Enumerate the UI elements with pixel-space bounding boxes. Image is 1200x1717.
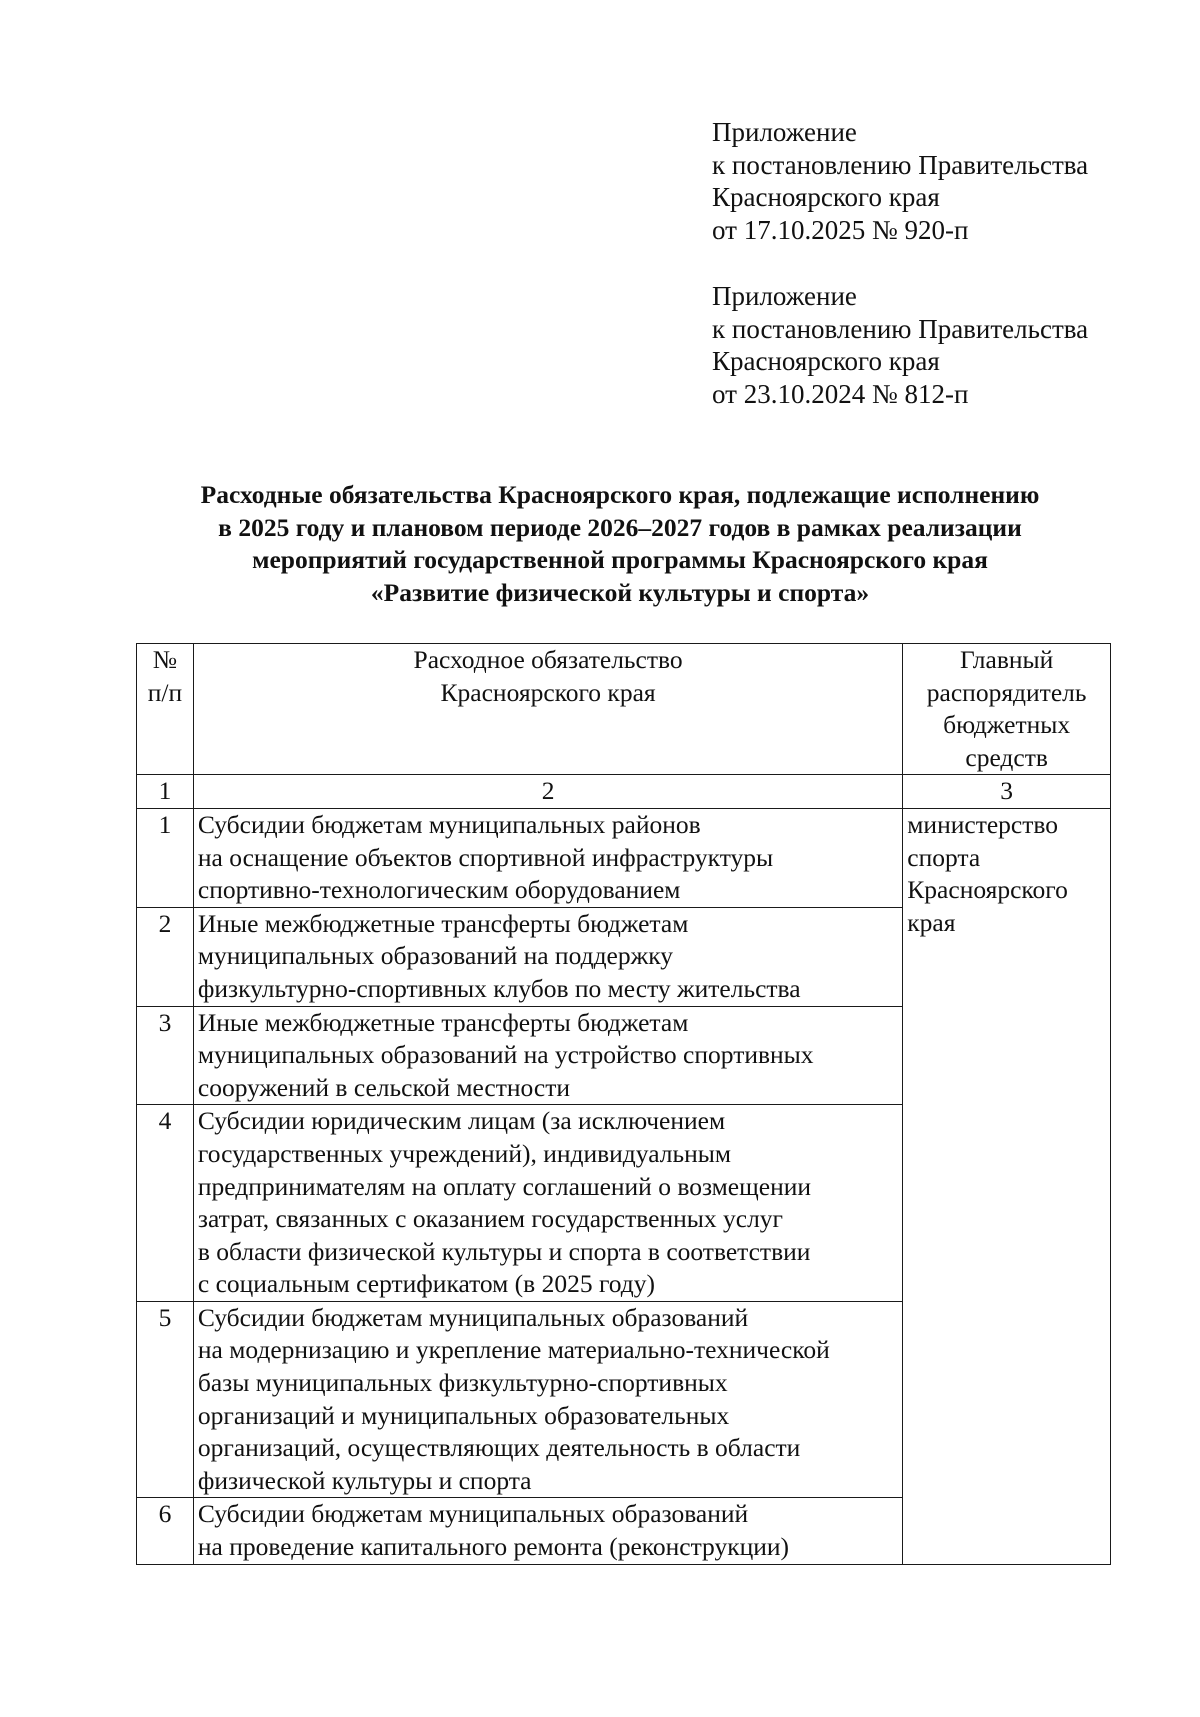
column-index: 2 bbox=[193, 775, 902, 809]
obligation-line: затрат, связанных с оказанием государственных услуг bbox=[197, 1204, 784, 1234]
obligation-line: сооружений в сельской местности bbox=[197, 1072, 571, 1102]
obligations-table bbox=[136, 643, 1111, 1565]
appendix-line: Приложение bbox=[712, 117, 857, 147]
header-authority-line: бюджетных bbox=[943, 710, 1071, 740]
obligation-line: спортивно-технологическим оборудованием bbox=[197, 875, 681, 905]
appendix-line: Приложение bbox=[712, 281, 857, 311]
header-authority-line: Главный bbox=[959, 645, 1054, 674]
obligation-line: физкультурно-спортивных клубов по месту жительства bbox=[197, 973, 801, 1003]
obligation-line: организаций, осуществляющих деятельность в области bbox=[197, 1433, 801, 1463]
obligation-line: Субсидии бюджетам муниципальных образований bbox=[197, 1499, 749, 1529]
obligation-line: физической культуры и спорта bbox=[197, 1465, 532, 1495]
obligation-line: на проведение капитального ремонта (реконструкции) bbox=[197, 1532, 790, 1562]
obligation-line: Субсидии бюджетам муниципальных образований bbox=[197, 1302, 749, 1332]
obligation-line: в области физической культуры и спорта в соответствии bbox=[197, 1236, 811, 1266]
authority-line: спорта bbox=[907, 842, 981, 872]
title-line: мероприятий государственной программы Красноярского края bbox=[252, 545, 988, 574]
appendix-line: к постановлению Правительства bbox=[712, 149, 1089, 180]
appendix-line: от 23.10.2024 № 812-п bbox=[712, 378, 969, 409]
row-number: 6 bbox=[137, 1498, 194, 1564]
obligation-line: Субсидии юридическим лицам (за исключением bbox=[197, 1106, 726, 1136]
header-obligation bbox=[193, 644, 902, 775]
obligation-line: государственных учреждений), индивидуальным bbox=[197, 1138, 732, 1168]
obligation-line: организаций и муниципальных образовательных bbox=[197, 1400, 730, 1430]
row-obligation bbox=[193, 808, 902, 907]
title-line: Расходные обязательства Красноярского края, подлежащие исполнению bbox=[200, 480, 1040, 509]
authority-line: края bbox=[907, 907, 956, 937]
table-header-row bbox=[137, 644, 1111, 775]
authority-line: Красноярского bbox=[907, 875, 1068, 905]
header-num-line: № bbox=[152, 645, 178, 674]
row-number: 4 bbox=[137, 1105, 194, 1302]
row-number: 1 bbox=[137, 808, 194, 907]
header-num bbox=[137, 644, 194, 775]
obligation-line: на оснащение объектов спортивной инфраструктуры bbox=[197, 842, 774, 872]
header-authority-line: средств bbox=[965, 742, 1048, 772]
obligation-line: Иные межбюджетные трансферты бюджетам bbox=[197, 1007, 689, 1037]
appendix-line: Красноярского края bbox=[712, 346, 940, 376]
header-authority-line: распорядитель bbox=[926, 677, 1087, 707]
obligation-line: муниципальных образований на поддержку bbox=[197, 941, 674, 971]
column-index-row bbox=[137, 775, 1111, 809]
appendix-block-current bbox=[712, 116, 1182, 246]
column-index: 3 bbox=[903, 775, 1111, 809]
column-index: 1 bbox=[137, 775, 194, 809]
title-line: «Развитие физической культуры и спорта» bbox=[370, 577, 870, 607]
row-obligation bbox=[193, 1006, 902, 1105]
row-obligation bbox=[193, 1105, 902, 1302]
appendix-line: Красноярского края bbox=[712, 182, 940, 212]
obligation-line: на модернизацию и укрепление материально-технической bbox=[197, 1335, 830, 1365]
row-obligation bbox=[193, 1498, 902, 1564]
header-num-line: п/п bbox=[147, 677, 183, 707]
appendix-block-previous bbox=[712, 280, 1182, 410]
appendix-line: к постановлению Правительства bbox=[712, 313, 1089, 344]
authority-cell bbox=[903, 808, 1111, 1564]
row-obligation bbox=[193, 907, 902, 1006]
appendix-line: от 17.10.2025 № 920-п bbox=[712, 214, 969, 245]
document-title bbox=[130, 479, 1110, 609]
obligation-line: базы муниципальных физкультурно-спортивных bbox=[197, 1368, 728, 1398]
title-line: в 2025 году и плановом периоде 2026–2027 годов в рамках реализации bbox=[218, 512, 1022, 542]
row-number: 2 bbox=[137, 907, 194, 1006]
obligation-line: Субсидии бюджетам муниципальных районов bbox=[197, 809, 701, 839]
header-obligation-line: Красноярского края bbox=[440, 677, 656, 707]
header-authority bbox=[903, 644, 1111, 775]
obligation-line: предпринимателям на оплату соглашений о возмещении bbox=[197, 1171, 812, 1201]
authority-line: министерство bbox=[907, 809, 1058, 839]
row-obligation bbox=[193, 1301, 902, 1498]
row-number: 5 bbox=[137, 1301, 194, 1498]
header-obligation-line: Расходное обязательство bbox=[413, 645, 683, 674]
table-row bbox=[137, 808, 1111, 907]
row-number: 3 bbox=[137, 1006, 194, 1105]
obligation-line: с социальным сертификатом (в 2025 году) bbox=[197, 1269, 656, 1299]
obligation-line: муниципальных образований на устройство спортивных bbox=[197, 1040, 814, 1070]
obligation-line: Иные межбюджетные трансферты бюджетам bbox=[197, 908, 689, 938]
